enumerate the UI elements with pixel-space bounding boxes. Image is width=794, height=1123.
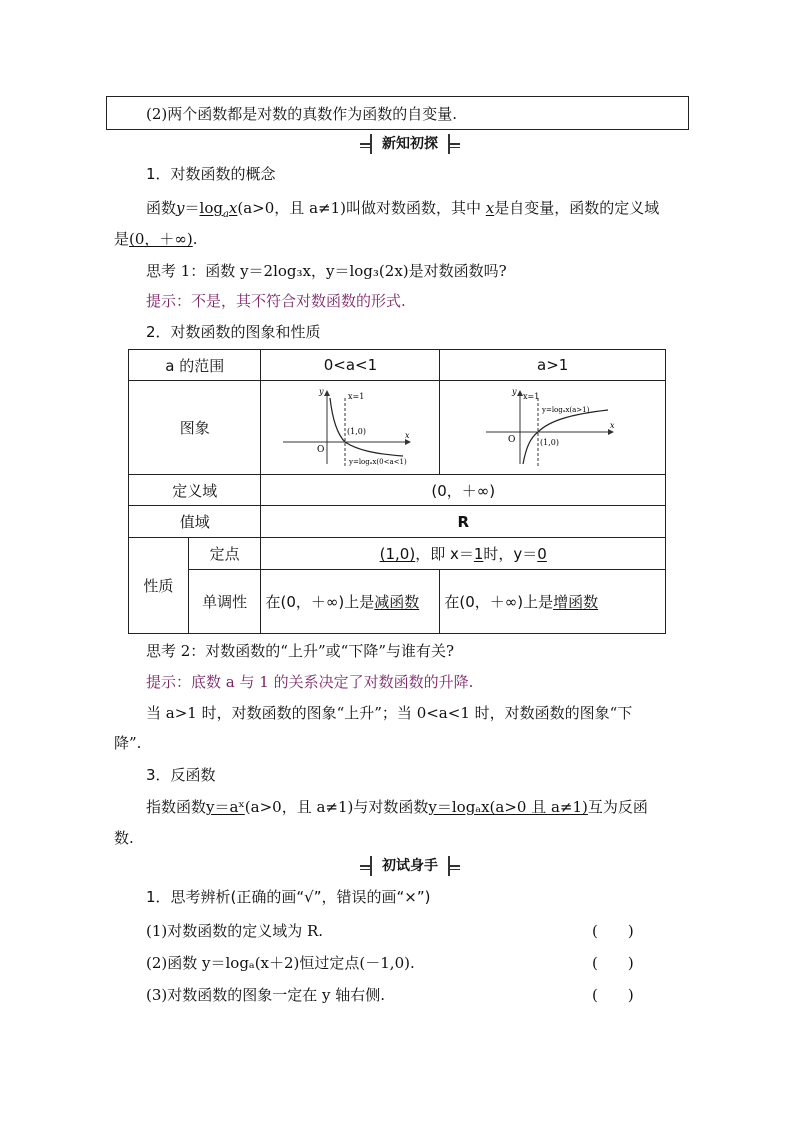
- inverse-line-1: [146, 796, 648, 817]
- section-title-inverse: 3．反函数: [146, 766, 216, 784]
- mono-answer-1: 减函数: [374, 593, 420, 611]
- x-label: x: [405, 430, 410, 440]
- text: 互为反函: [587, 798, 648, 816]
- think-1: 思考 1：函数 y＝2log₃x，y＝log₃(2x)是对数函数吗?: [146, 262, 507, 280]
- mono-answer-2: 增函数: [553, 593, 599, 611]
- text: 函数: [146, 199, 177, 217]
- row-range-label: 值域: [129, 506, 261, 538]
- fixed-point-value: [261, 538, 666, 570]
- question-1: (1)对数函数的定义域为 R.: [146, 922, 324, 940]
- log-function: y＝logₐx(a>0 且 a≠1): [428, 798, 588, 816]
- exercise-title: 1．思考辨析(正确的画“√”，错误的画“×”): [146, 888, 431, 906]
- graph-decreasing-cell: [261, 381, 440, 475]
- section-banner-new-knowledge: [360, 134, 460, 154]
- range-value: R: [261, 506, 666, 538]
- text: (a>0，且 a≠1)叫做对数函数，其中: [237, 199, 481, 217]
- row-props-label: 性质: [129, 538, 189, 634]
- log-text: log: [199, 199, 223, 217]
- row-graph-label: 图象: [129, 381, 261, 475]
- hint-1: [146, 290, 406, 311]
- section-title-concept: 1．对数函数的概念: [146, 165, 276, 183]
- text: ，即 x＝: [415, 545, 474, 563]
- log-base: a: [222, 209, 229, 220]
- curve-label: y=logₐx(a>1): [541, 405, 590, 414]
- row-mono-label: 单调性: [188, 570, 261, 634]
- header-col1: 0<a<1: [261, 350, 440, 381]
- origin-label: O: [317, 444, 325, 455]
- hint-text: 底数 a 与 1 的关系决定了对数函数的升降.: [191, 673, 474, 691]
- exp-function: y＝aˣ: [206, 798, 245, 816]
- top-note: (2)两个函数都是对数的真数作为函数的自变量.: [146, 105, 458, 123]
- think-2: 思考 2：对数函数的“上升”或“下降”与谁有关?: [146, 642, 455, 660]
- mono-decreasing: [261, 570, 440, 634]
- header-col2: a>1: [440, 350, 666, 381]
- text: 指数函数: [146, 798, 207, 816]
- graph-increasing: [478, 384, 628, 468]
- text: 是: [114, 230, 130, 248]
- text: .: [192, 230, 198, 248]
- row-domain-label: 定义域: [129, 475, 261, 506]
- fixed-point: (1,0): [379, 545, 416, 563]
- graph-increasing-cell: [440, 381, 666, 475]
- origin-label: O: [507, 434, 516, 445]
- text: 是自变量，函数的定义域: [494, 199, 660, 217]
- point-label: (1,0): [539, 437, 559, 447]
- inverse-line-2: 数.: [114, 829, 134, 847]
- x-label: x: [609, 420, 615, 430]
- vline-label: x=1: [522, 391, 539, 401]
- log-curve-increasing: [523, 410, 608, 464]
- answer-blank-1[interactable]: ( ): [592, 922, 634, 940]
- var-x-underlined: x: [485, 199, 495, 217]
- var-y: y: [176, 199, 185, 217]
- graph-decreasing: [275, 384, 425, 468]
- banner-label: 初试身手: [370, 856, 450, 876]
- text: ＝: [184, 199, 200, 217]
- section-banner-trial: [360, 856, 460, 876]
- text: 时，y＝: [483, 545, 538, 563]
- hint-label: 提示：: [146, 292, 192, 310]
- vline-label: x=1: [348, 391, 365, 401]
- section-title-graph: 2．对数函数的图象和性质: [146, 323, 321, 341]
- hint-text: 不是，其不符合对数函数的形式.: [191, 292, 406, 310]
- question-2: (2)函数 y＝logₐ(x＋2)恒过定点(－1,0).: [146, 954, 415, 972]
- fixed-x: 1: [473, 545, 484, 563]
- domain-answer: (0，＋∞): [129, 230, 193, 248]
- fixed-y: 0: [537, 545, 547, 563]
- hint-2: [146, 671, 473, 692]
- hint-3a: 当 a>1 时，对数函数的图象“上升”；当 0<a<1 时，对数函数的图象“下: [146, 704, 633, 722]
- concept-line-2: [114, 228, 198, 249]
- answer-blank-3[interactable]: ( ): [592, 986, 634, 1004]
- concept-line-1: [146, 197, 659, 220]
- question-3: (3)对数函数的图象一定在 y 轴右侧.: [146, 986, 386, 1004]
- y-label: y: [319, 386, 324, 396]
- mono-increasing: [440, 570, 666, 634]
- var-x: x: [228, 199, 238, 217]
- log-curve-decreasing: [330, 398, 403, 456]
- y-arrow-icon: [324, 390, 330, 396]
- hint-label: 提示：: [146, 673, 192, 691]
- properties-table: [128, 349, 666, 634]
- text: (a>0，且 a≠1)与对数函数: [244, 798, 429, 816]
- hint-3b: 降”.: [114, 734, 142, 752]
- domain-value: (0，＋∞): [261, 475, 666, 506]
- text: 在(0，＋∞)上是: [444, 593, 554, 611]
- row-fixed-label: 定点: [188, 538, 261, 570]
- y-label: y: [511, 386, 517, 396]
- text: 在(0，＋∞)上是: [265, 593, 375, 611]
- answer-blank-2[interactable]: ( ): [592, 954, 634, 972]
- curve-label: y=logₐx(0<a<1): [349, 457, 408, 466]
- header-range: a 的范围: [129, 350, 261, 381]
- point-label: (1,0): [347, 426, 367, 436]
- banner-label: 新知初探: [370, 134, 450, 154]
